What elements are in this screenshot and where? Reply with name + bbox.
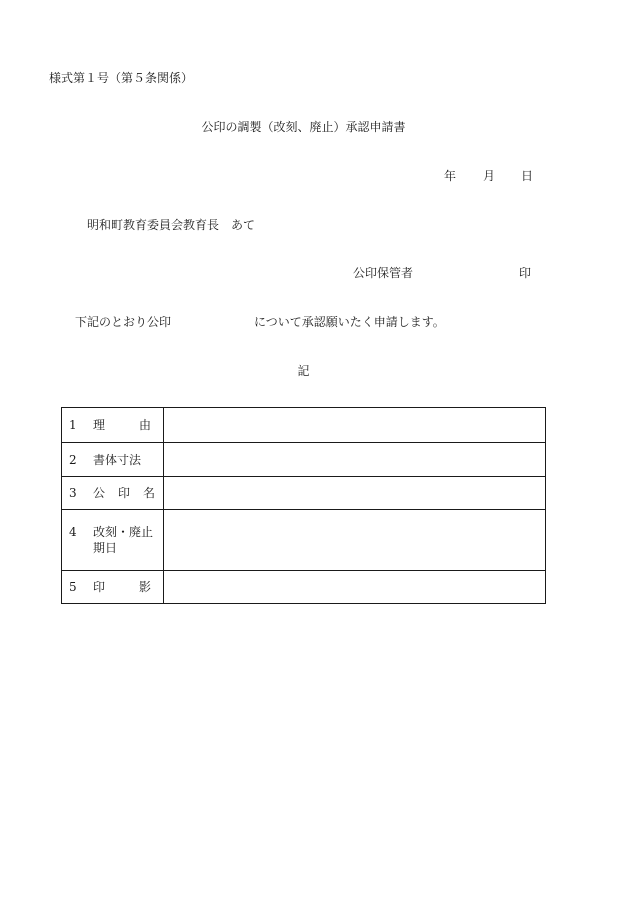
request-text-after: について承認願いたく申請します。 <box>254 315 445 329</box>
item-label-cell <box>62 443 164 477</box>
form-number: 様式第１号（第５条関係） <box>49 71 194 85</box>
item-value-cell[interactable] <box>164 477 546 510</box>
table-row <box>62 443 546 477</box>
table-row <box>62 408 546 443</box>
table-row <box>62 571 546 604</box>
item-label-cell <box>62 477 164 510</box>
item-value-cell[interactable] <box>164 510 546 571</box>
item-label-cell <box>62 510 164 571</box>
seal-mark: 印 <box>519 266 532 280</box>
ki-heading: 記 <box>297 364 310 378</box>
item-label-cell <box>62 408 164 443</box>
item-label: 印影 <box>93 580 151 594</box>
seal-keeper-label: 公印保管者 <box>353 266 414 280</box>
item-number: 1 <box>69 418 77 432</box>
table-row <box>62 510 546 571</box>
item-label: 理由 <box>93 418 151 432</box>
table-row <box>62 477 546 510</box>
addressee: 明和町教育委員会教育長 あて <box>87 218 256 232</box>
document-title: 公印の調製（改刻、廃止）承認申請書 <box>201 120 406 134</box>
date-month-label: 月 <box>483 169 496 183</box>
item-number: 2 <box>69 452 77 467</box>
item-value-cell[interactable] <box>164 443 546 477</box>
item-number: 4 <box>69 525 77 539</box>
item-number: 5 <box>69 580 77 594</box>
item-value-cell[interactable] <box>164 571 546 604</box>
item-number: 3 <box>69 486 77 500</box>
date-year-label: 年 <box>444 169 457 183</box>
items-table <box>61 407 546 604</box>
item-value-cell[interactable] <box>164 408 546 443</box>
item-label: 改刻・廃止期日 <box>93 525 154 555</box>
item-label: 公印名 <box>93 486 155 500</box>
date-day-label: 日 <box>521 169 534 183</box>
item-label-cell <box>62 571 164 604</box>
request-text-before: 下記のとおり公印 <box>75 315 172 329</box>
item-label: 書体寸法 <box>93 452 142 467</box>
